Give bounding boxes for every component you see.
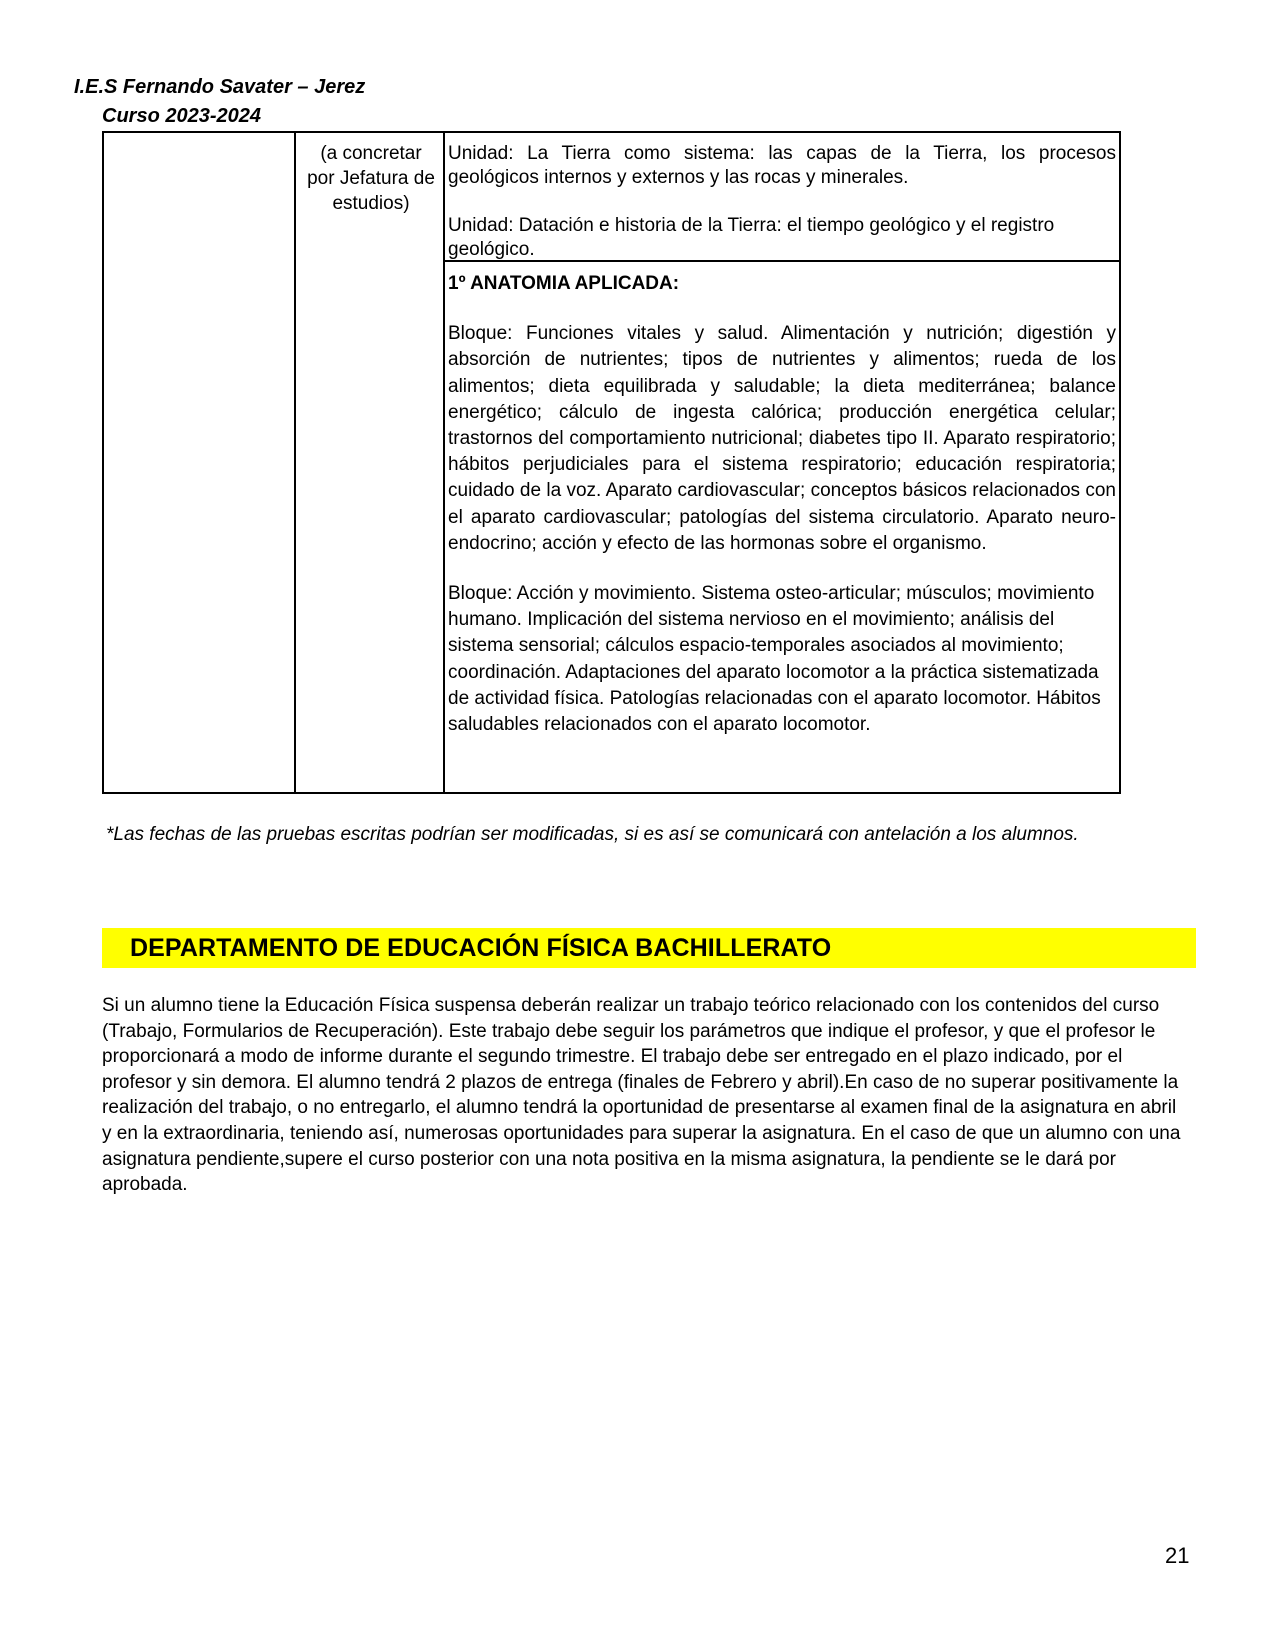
page-number: 21 bbox=[1165, 1543, 1190, 1568]
contents-cell-geology bbox=[448, 142, 1116, 262]
table-column-divider bbox=[294, 133, 296, 792]
section-body: Si un alumno tiene la Educación Física suspensa deberán realizar un trabajo teórico relacionado con los contenidos del curso (Trabajo, Formularios de Recuperación). Este trabajo debe seguir los parámetros que indique el profesor, y que el profesor le proporcionará a modo de informe durante el segundo trimestre. El trabajo debe ser entregado en el plazo indicado, por el profesor y sin demora. El alumno tendrá 2 plazos de entrega (finales de Febrero y abril).En caso de no superar positivamente la realización del trabajo, o no entregarlo, el alumno tendrá la oportunidad de presentarse al examen final de la asignatura en abril y en la extraordinaria, teniendo así, numerosas oportunidades para superar la asignatura. En el caso de que un alumno con una asignatura pendiente,supere el curso posterior con una nota positiva en la misma asignatura, la pendiente se le dará por aprobada. bbox=[102, 995, 1181, 1196]
section-title: DEPARTAMENTO DE EDUCACIÓN FÍSICA BACHILLERATO bbox=[130, 934, 832, 962]
course-year: Curso 2023-2024 bbox=[102, 105, 261, 127]
exam-date-cell: (a concretar por Jefatura de estudios) bbox=[307, 143, 435, 214]
block-paragraph: Bloque: Funciones vitales y salud. Alimentación y nutrición; digestión y absorción de nutrientes; tipos de nutrientes y alimentos; rueda de los alimentos; dieta equilibrada y saludable; la dieta mediterránea; balance energético; cálculo de ingesta calórica; producción energética celular; trastornos del comportamiento nutricional; diabetes tipo II. Aparato respiratorio; hábitos perjudiciales para el sistema respiratorio; educación respiratoria; cuidado de la voz. Aparato cardiovascular; conceptos básicos relacionados con el aparato cardiovascular; patologías del sistema circulatorio. Aparato neuro-endocrino; acción y efecto de las hormonas sobre el organismo. bbox=[448, 323, 1116, 554]
block-paragraph: Bloque: Acción y movimiento. Sistema osteo-articular; músculos; movimiento humano. Implicación del sistema nervioso en el movimiento; análisis del sistema sensorial; cálculos espacio-temporales asociados al movimiento; coordinación. Adaptaciones del aparato locomotor a la práctica sistematizada de actividad física. Patologías relacionadas con el aparato locomotor. Hábitos saludables relacionados con el aparato locomotor. bbox=[448, 583, 1101, 736]
content-table bbox=[102, 131, 1121, 794]
footnote: *Las fechas de las pruebas escritas podrían ser modificadas, si es así se comunicará con antelación a los alumnos. bbox=[106, 824, 1079, 845]
table-column-divider bbox=[443, 133, 445, 792]
unit-paragraph: Unidad: La Tierra como sistema: las capas de la Tierra, los procesos geológicos internos y externos y las rocas y minerales. bbox=[448, 143, 1116, 188]
subject-title: 1º ANATOMIA APLICADA: bbox=[448, 273, 680, 294]
contents-cell-anatomy bbox=[448, 271, 1116, 738]
unit-paragraph: Unidad: Datación e historia de la Tierra: el tiempo geológico y el registro geológico. bbox=[448, 215, 1055, 260]
school-name: I.E.S Fernando Savater – Jerez bbox=[74, 76, 366, 98]
